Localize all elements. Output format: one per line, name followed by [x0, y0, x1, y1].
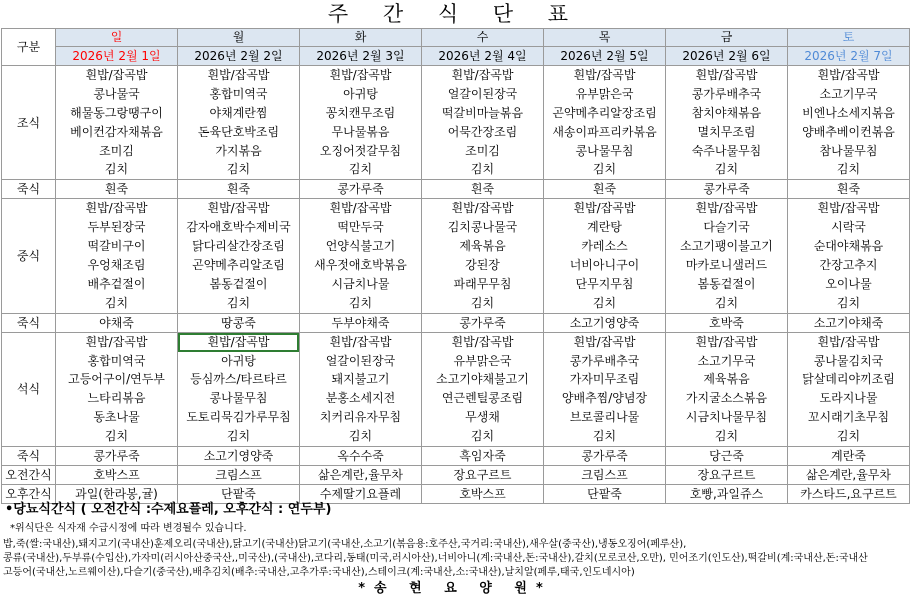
menu-cell[interactable] — [300, 332, 422, 446]
menu-item: 도토리묵김가루무침 — [186, 410, 291, 425]
menu-item: 콩나물국 — [93, 86, 140, 101]
menu-cell[interactable] — [544, 447, 666, 466]
menu-item: 제육볶음 — [703, 372, 750, 387]
date-cell[interactable]: 2026년 2월 5일 — [544, 47, 666, 66]
menu-item: 곤약메추리알장조림 — [552, 105, 657, 120]
menu-item: 카레소스 — [581, 239, 628, 254]
menu-row — [2, 180, 910, 199]
menu-item: 삶은계란,율무차 — [318, 468, 403, 483]
menu-item: 양배추베이컨볶음 — [802, 124, 895, 139]
menu-item: 김치 — [104, 162, 129, 177]
menu-cell[interactable] — [788, 313, 910, 332]
menu-item: 간장고추지 — [819, 258, 878, 273]
menu-item: 계란죽 — [831, 449, 866, 464]
menu-item: 다슬기국 — [703, 220, 750, 235]
menu-item: 김치 — [714, 295, 739, 310]
menu-item: 유부맑은국 — [575, 86, 634, 101]
menu-item: 오징어젓갈무침 — [319, 143, 402, 158]
menu-cell[interactable] — [56, 332, 178, 446]
menu-item: 숙주나물무침 — [691, 143, 762, 158]
menu-cell[interactable] — [300, 199, 422, 313]
menu-item: 봄동겉절이 — [697, 276, 756, 291]
menu-cell[interactable] — [422, 199, 544, 313]
menu-item: 꽁치캔무조림 — [325, 105, 396, 120]
date-cell[interactable]: 2026년 2월 1일 — [56, 47, 178, 66]
menu-item: 얼갈이된장국 — [447, 86, 518, 101]
menu-item: 김치콩나물국 — [447, 220, 518, 235]
menu-item: 흰밥/잡곡밥 — [573, 201, 636, 216]
menu-item: 해물동그랑땡구이 — [70, 105, 163, 120]
menu-item: 호빵,과일쥬스 — [689, 487, 764, 502]
menu-item: 가지굴소스볶음 — [685, 391, 768, 406]
menu-item: 언양식불고기 — [325, 239, 396, 254]
origin-note-line-1: 밥,죽(쌀:국내산),돼지고기(국내산)훈제오리(국내산),닭고기(국내산)닭고기(국내산,소고기(볶음용:호주산,국거리:국내산),새우살(중국산),냉동오징어(페루산), — [3, 539, 687, 550]
menu-item: 브로콜리나물 — [569, 410, 640, 425]
menu-item: 흰밥/잡곡밥 — [451, 201, 514, 216]
origin-note-line-3: 고등어(국내산,노르웨이산),다슬기(중국산),배추김치(배추:국내산,고추가루:국내산),스테이크(계:국내산,소:국내산),날치알(페루,태국,인도네시아) — [3, 567, 635, 578]
menu-item: 두부야채죽 — [331, 315, 390, 330]
menu-item: 장요구르트 — [453, 468, 512, 483]
menu-item: 김치 — [836, 162, 861, 177]
menu-item: 얼갈이된장국 — [325, 353, 396, 368]
menu-cell[interactable] — [422, 447, 544, 466]
menu-item: 우엉채조림 — [87, 258, 146, 273]
menu-item: 떡만두국 — [337, 220, 384, 235]
meal-label[interactable]: 오후간식 — [2, 485, 56, 504]
menu-cell[interactable] — [544, 466, 666, 485]
menu-item: 제육볶음 — [459, 239, 506, 254]
menu-cell[interactable] — [178, 447, 300, 466]
menu-cell[interactable] — [666, 180, 788, 199]
menu-item: 흰밥/잡곡밥 — [85, 68, 148, 82]
menu-change-note: *위식단은 식자재 수급시정에 따라 변경될수 있습니다. — [10, 523, 247, 534]
menu-item: 야채죽 — [99, 315, 134, 330]
day-name-cell[interactable]: 화 — [300, 29, 422, 47]
menu-item: 흰밥/잡곡밥 — [451, 68, 514, 82]
menu-item: 크림스프 — [581, 468, 628, 483]
menu-item: 흰밥/잡곡밥 — [573, 334, 636, 349]
menu-item: 흰죽 — [470, 182, 495, 197]
menu-cell[interactable] — [422, 180, 544, 199]
date-cell[interactable]: 2026년 2월 7일 — [788, 47, 910, 66]
menu-item: 새송이파프리카볶음 — [552, 124, 657, 139]
menu-cell[interactable] — [300, 313, 422, 332]
menu-item: 순대야채볶음 — [813, 239, 884, 254]
menu-item: 너비아니구이 — [569, 258, 640, 273]
menu-row — [2, 447, 910, 466]
menu-item: 멸치무조림 — [697, 124, 756, 139]
menu-item: 김치 — [226, 295, 251, 310]
menu-item: 소고기무국 — [819, 86, 878, 101]
menu-cell[interactable] — [422, 313, 544, 332]
menu-cell[interactable] — [666, 447, 788, 466]
date-cell[interactable]: 2026년 2월 4일 — [422, 47, 544, 66]
menu-item: 김치 — [226, 162, 251, 177]
origin-note-line-2: 콩류(국내산),두부류(수입산),가자미(러시아산중국산,,미국산),(국내산),코다리,동태(미국,러시아산),너비아니(계:국내산,돈:국내산),갈치(모로코산,오만), 민어조기(인도산),떡갈비(계:국내산,돈:국내산 — [3, 553, 868, 564]
menu-item: 카스타드,요구르트 — [800, 487, 897, 502]
menu-item: 가지볶음 — [215, 143, 262, 158]
day-name-row — [2, 29, 910, 47]
menu-item: 김치 — [348, 295, 373, 310]
menu-item: 비엔나소세지볶음 — [802, 105, 895, 120]
menu-cell[interactable] — [544, 313, 666, 332]
menu-item: 닭다리살간장조림 — [192, 239, 285, 254]
menu-cell[interactable] — [300, 66, 422, 180]
menu-cell[interactable] — [178, 199, 300, 313]
menu-item: 땅콩죽 — [221, 315, 256, 330]
menu-item: 콩나물김치국 — [813, 353, 884, 368]
menu-item: 흰밥/잡곡밥 — [85, 334, 148, 349]
menu-item: 콩가루죽 — [337, 182, 384, 197]
menu-item: 아귀탕 — [343, 86, 378, 101]
menu-item: 김치 — [226, 429, 251, 444]
menu-item: 흰밥/잡곡밥 — [178, 333, 299, 352]
organization-name: *송 현 요 양 원* — [358, 581, 552, 596]
menu-cell[interactable] — [178, 313, 300, 332]
menu-item: 김치 — [592, 162, 617, 177]
menu-item: 흰밥/잡곡밥 — [695, 201, 758, 216]
menu-table — [1, 28, 910, 504]
menu-item: 흰밥/잡곡밥 — [329, 334, 392, 349]
menu-item: 떡갈비마늘볶음 — [441, 105, 524, 120]
menu-cell[interactable] — [666, 313, 788, 332]
menu-cell[interactable] — [56, 447, 178, 466]
menu-cell[interactable] — [56, 180, 178, 199]
menu-item: 등심까스/타르타르 — [190, 372, 287, 387]
date-cell[interactable]: 2026년 2월 3일 — [300, 47, 422, 66]
menu-cell[interactable] — [544, 199, 666, 313]
menu-cell[interactable] — [788, 180, 910, 199]
menu-item: 아귀탕 — [221, 353, 256, 368]
menu-item: 옥수수죽 — [337, 449, 384, 464]
menu-item: 단무지무침 — [575, 276, 634, 291]
day-name-cell[interactable]: 월 — [178, 29, 300, 47]
menu-item: 수제딸기요플레 — [319, 487, 402, 502]
menu-item: 무생채 — [465, 410, 500, 425]
menu-cell[interactable] — [788, 466, 910, 485]
menu-item: 콩가루죽 — [703, 182, 750, 197]
menu-cell[interactable] — [666, 66, 788, 180]
menu-item: 크림스프 — [215, 468, 262, 483]
menu-item: 분홍소세지전 — [325, 391, 396, 406]
meal-label[interactable]: 죽식 — [2, 447, 56, 466]
menu-row — [2, 332, 910, 446]
menu-cell[interactable] — [544, 66, 666, 180]
menu-item: 시금치나물무침 — [685, 410, 768, 425]
menu-item: 콩가루죽 — [581, 449, 628, 464]
menu-cell[interactable] — [56, 66, 178, 180]
menu-item: 무나물볶음 — [331, 124, 390, 139]
menu-cell[interactable] — [544, 332, 666, 446]
menu-item: 흰밥/잡곡밥 — [817, 334, 880, 349]
menu-item: 흰죽 — [592, 182, 617, 197]
meal-label[interactable]: 오전간식 — [2, 466, 56, 485]
menu-cell[interactable] — [666, 466, 788, 485]
menu-cell[interactable] — [666, 199, 788, 313]
menu-item: 소고기영양죽 — [569, 315, 640, 330]
menu-item: 시금치나물 — [331, 276, 390, 291]
menu-item: 김치 — [348, 162, 373, 177]
menu-item: 봄동겉절이 — [209, 276, 268, 291]
menu-item: 김치 — [592, 295, 617, 310]
menu-item: 동초나물 — [93, 410, 140, 425]
menu-item: 느타리볶음 — [87, 391, 146, 406]
menu-item: 흰밥/잡곡밥 — [695, 334, 758, 349]
menu-item: 김치 — [470, 429, 495, 444]
menu-item: 단팥죽 — [587, 487, 622, 502]
menu-item: 조미김 — [99, 143, 134, 158]
page-title: 주 간 식 단 표 — [327, 2, 583, 26]
menu-item: 단팥죽 — [221, 487, 256, 502]
menu-item: 시락국 — [831, 220, 866, 235]
menu-item: 소고기무국 — [697, 353, 756, 368]
menu-row — [2, 66, 910, 180]
menu-item: 소고기영양죽 — [203, 449, 274, 464]
menu-item: 돈육단호박조림 — [197, 124, 280, 139]
menu-item: 흰밥/잡곡밥 — [85, 201, 148, 216]
menu-item: 흰밥/잡곡밥 — [695, 68, 758, 82]
menu-cell[interactable] — [178, 332, 300, 446]
menu-item: 삶은계란,율무차 — [806, 468, 891, 483]
menu-item: 김치 — [348, 429, 373, 444]
menu-item: 흰밥/잡곡밥 — [207, 68, 270, 82]
menu-item: 마카로니샐러드 — [685, 258, 768, 273]
menu-cell[interactable] — [788, 447, 910, 466]
menu-item: 조미김 — [465, 143, 500, 158]
menu-item: 흰밥/잡곡밥 — [817, 201, 880, 216]
menu-item: 흰밥/잡곡밥 — [573, 68, 636, 82]
menu-item: 고등어구이/연두부 — [68, 372, 165, 387]
menu-item: 닭살데리야끼조림 — [802, 372, 895, 387]
menu-item: 호박스프 — [459, 487, 506, 502]
day-name-cell[interactable]: 수 — [422, 29, 544, 47]
menu-item: 도라지나물 — [819, 391, 878, 406]
menu-item: 떡갈비구이 — [87, 239, 146, 254]
menu-row — [2, 313, 910, 332]
menu-item: 오이나물 — [825, 276, 872, 291]
menu-item: 콩가루죽 — [93, 449, 140, 464]
menu-cell[interactable] — [178, 66, 300, 180]
menu-cell[interactable] — [300, 180, 422, 199]
menu-item: 흰밥/잡곡밥 — [329, 201, 392, 216]
menu-item: 홍합미역국 — [87, 353, 146, 368]
day-name-cell[interactable]: 목 — [544, 29, 666, 47]
menu-item: 장요구르트 — [697, 468, 756, 483]
menu-cell[interactable] — [178, 466, 300, 485]
menu-cell[interactable] — [788, 332, 910, 446]
menu-item: 과일(한라봉,귤) — [75, 487, 158, 502]
meal-label[interactable]: 조식 — [2, 66, 56, 180]
menu-item: 콩나물무침 — [209, 391, 268, 406]
menu-item: 김치 — [836, 429, 861, 444]
menu-cell[interactable] — [178, 180, 300, 199]
category-header: 구분 — [2, 29, 56, 66]
menu-item: 흰죽 — [226, 182, 251, 197]
menu-row — [2, 199, 910, 313]
menu-item: 흰밥/잡곡밥 — [329, 68, 392, 82]
menu-item: 흑임자죽 — [459, 449, 506, 464]
menu-item: 야채계란찜 — [209, 105, 268, 120]
menu-item: 김치 — [470, 295, 495, 310]
menu-item: 김치 — [104, 429, 129, 444]
menu-item: 어묵간장조림 — [447, 124, 518, 139]
menu-item: 유부맑은국 — [453, 353, 512, 368]
date-cell[interactable]: 2026년 2월 2일 — [178, 47, 300, 66]
menu-item: 파래무무침 — [453, 276, 512, 291]
menu-item: 흰죽 — [104, 182, 129, 197]
menu-item: 소고기야채불고기 — [436, 372, 529, 387]
day-name-cell[interactable]: 일 — [56, 29, 178, 47]
menu-item: 콩가루배추국 — [569, 353, 640, 368]
menu-item: 연근렌틸콩조림 — [441, 391, 524, 406]
menu-cell[interactable] — [422, 332, 544, 446]
menu-item: 두부된장국 — [87, 220, 146, 235]
menu-item: 콩가루배추국 — [691, 86, 762, 101]
menu-item: 베이컨감자채볶음 — [70, 124, 163, 139]
menu-item: 콩가루죽 — [459, 315, 506, 330]
menu-cell[interactable] — [56, 466, 178, 485]
menu-item: 당근죽 — [709, 449, 744, 464]
menu-item: 김치 — [836, 295, 861, 310]
meal-label[interactable]: 중식 — [2, 199, 56, 313]
menu-item: 가자미무조림 — [569, 372, 640, 387]
menu-cell[interactable] — [300, 447, 422, 466]
date-cell[interactable]: 2026년 2월 6일 — [666, 47, 788, 66]
diabetic-snack-note: •당뇨식간식 ( 오전간식 :수제요플레, 오후간식 : 연두부) — [5, 502, 332, 517]
menu-item: 참나물무침 — [819, 143, 878, 158]
menu-item: 김치 — [592, 429, 617, 444]
day-name-cell[interactable]: 금 — [666, 29, 788, 47]
menu-item: 흰죽 — [836, 182, 861, 197]
menu-item: 호박죽 — [709, 315, 744, 330]
menu-cell[interactable] — [422, 66, 544, 180]
menu-cell[interactable] — [56, 199, 178, 313]
menu-item: 홍합미역국 — [209, 86, 268, 101]
menu-item: 김치 — [714, 162, 739, 177]
day-name-cell[interactable]: 토 — [788, 29, 910, 47]
menu-cell[interactable] — [300, 466, 422, 485]
menu-cell[interactable] — [666, 332, 788, 446]
meal-label[interactable]: 석식 — [2, 332, 56, 446]
menu-item: 소고기야채죽 — [813, 315, 884, 330]
menu-cell[interactable] — [422, 466, 544, 485]
menu-item: 참치야채볶음 — [691, 105, 762, 120]
menu-item: 흰밥/잡곡밥 — [451, 334, 514, 349]
menu-item: 꼬시래기초무침 — [807, 410, 890, 425]
menu-item: 김치 — [714, 429, 739, 444]
menu-item: 김치 — [104, 295, 129, 310]
menu-item: 호박스프 — [93, 468, 140, 483]
meal-label[interactable]: 죽식 — [2, 180, 56, 199]
menu-item: 소고기팽이불고기 — [680, 239, 773, 254]
menu-item: 감자애호박수제비국 — [186, 220, 291, 235]
menu-item: 새우젓애호박볶음 — [314, 258, 407, 273]
menu-item: 치커리유자무침 — [319, 410, 402, 425]
menu-item: 콩나물무침 — [575, 143, 634, 158]
menu-cell[interactable] — [544, 180, 666, 199]
menu-item: 계란탕 — [587, 220, 622, 235]
menu-item: 돼지불고기 — [331, 372, 390, 387]
menu-item: 곤약메추리알조림 — [192, 258, 285, 273]
menu-item: 배추겉절이 — [87, 276, 146, 291]
date-row — [2, 47, 910, 66]
menu-cell[interactable] — [788, 199, 910, 313]
meal-label[interactable]: 죽식 — [2, 313, 56, 332]
menu-item: 김치 — [470, 162, 495, 177]
menu-row — [2, 466, 910, 485]
menu-item: 양배추찜/양념장 — [561, 391, 648, 406]
menu-item: 강된장 — [465, 258, 500, 273]
menu-item: 흰밥/잡곡밥 — [207, 201, 270, 216]
menu-cell[interactable] — [788, 66, 910, 180]
menu-item: 흰밥/잡곡밥 — [817, 68, 880, 82]
menu-cell[interactable] — [56, 313, 178, 332]
